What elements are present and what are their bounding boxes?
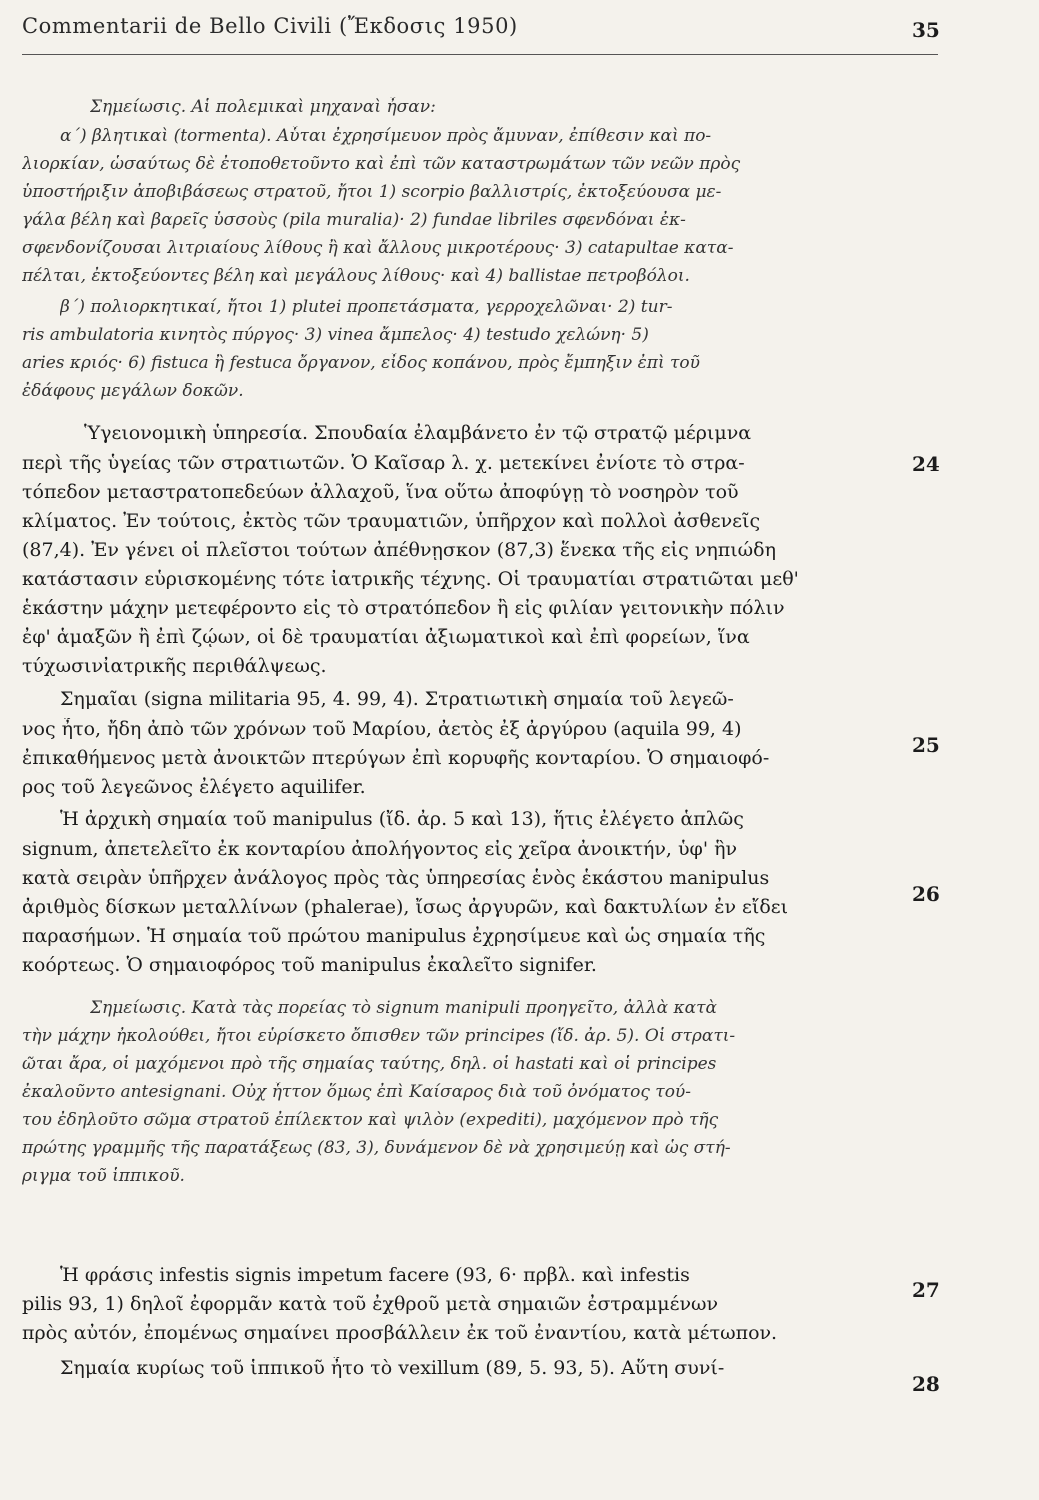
- text-line: ἐφ' ἁμαξῶν ἢ ἐπὶ ζῴων, οἱ δὲ τραυματίαι ἀξιωματικοὶ καὶ ἐπὶ φορείων, ἵνα: [22, 626, 750, 648]
- text-line: β΄) πολιορκητικαί, ἤτοι 1) plutei προπετάσματα, γερροχελῶναι· 2) tur-: [60, 297, 673, 317]
- margin-number: 27: [912, 1278, 940, 1302]
- text-line: Ἡ ἀρχικὴ σημαία τοῦ manipulus (ἴδ. ἀρ. 5 καὶ 13), ἥτις ἐλέγετο ἁπλῶς: [60, 808, 744, 830]
- text-line: ἑκάστην μάχην μετεφέροντο εἰς τὸ στρατόπεδον ἢ εἰς φιλίαν γειτονικὴν πόλιν: [22, 597, 785, 619]
- text-line: ἐπικαθήμενος μετὰ ἀνοικτῶν πτερύγων ἐπὶ κορυφῆς κονταρίου. Ὁ σημαιοφό-: [22, 747, 770, 769]
- text-line: Σημαία κυρίως τοῦ ἱππικοῦ ἦτο τὸ vexillum (89, 5. 93, 5). Αὕτη συνί-: [60, 1357, 725, 1379]
- text-line: pilis 93, 1) δηλοῖ ἐφορμᾶν κατὰ τοῦ ἐχθροῦ μετὰ σημαιῶν ἐστραμμένων: [22, 1293, 719, 1315]
- text-line: signum, ἀπετελεῖτο ἐκ κονταρίου ἀπολήγοντος εἰς χεῖρα ἀνοικτήν, ὑφ' ἣν: [22, 838, 738, 860]
- text-line: ῶται ἄρα, οἱ μαχόμενοι πρὸ τῆς σημαίας ταύτης, δηλ. οἱ hastati καὶ οἱ principes: [22, 1054, 717, 1074]
- text-line: παρασήμων. Ἡ σημαία τοῦ πρώτου manipulus ἐχρησίμευε καὶ ὡς σημαία τῆς: [22, 925, 766, 947]
- text-line: σφενδονίζουσαι λιτριαίους λίθους ἢ καὶ ἄλλους μικροτέρους· 3) catapultae κατα-: [22, 238, 734, 258]
- header-rule: [22, 54, 938, 55]
- text-line: πρώτης γραμμῆς τῆς παρατάξεως (83, 3), δυνάμενον δὲ νὰ χρησιμεύῃ καὶ ὡς στή-: [22, 1138, 731, 1158]
- text-line: α΄) βλητικαὶ (tormenta). Αὗται ἐχρησίμευον πρὸς ἄμυναν, ἐπίθεσιν καὶ πο-: [60, 126, 712, 146]
- text-line: ἐδάφους μεγάλων δοκῶν.: [22, 381, 244, 401]
- text-line: ἀριθμὸς δίσκων μεταλλίνων (phalerae), ἴσως ἀργυρῶν, καὶ δακτυλίων ἐν εἴδει: [22, 896, 789, 918]
- text-line: περὶ τῆς ὑγείας τῶν στρατιωτῶν. Ὁ Καῖσαρ λ. χ. μετεκίνει ἐνίοτε τὸ στρα-: [22, 452, 745, 474]
- margin-number: 28: [912, 1372, 940, 1396]
- text-line: κοόρτεως. Ὁ σημαιοφόρος τοῦ manipulus ἐκαλεῖτο signifer.: [22, 954, 597, 976]
- margin-number: 25: [912, 733, 940, 757]
- text-line: ρος τοῦ λεγεῶνος ἐλέγετο aquilifer.: [22, 776, 366, 798]
- text-line: ριγμα τοῦ ἱππικοῦ.: [22, 1166, 185, 1186]
- text-line: ἐκαλοῦντο antesignani. Οὐχ ἧττον ὅμως ἐπὶ Καίσαρος διὰ τοῦ ὀνόματος τού-: [22, 1082, 692, 1102]
- text-line: Σημείωσις. Κατὰ τὰς πορείας τὸ signum manipuli προηγεῖτο, ἀλλὰ κατὰ: [90, 998, 718, 1018]
- margin-number: 24: [912, 452, 940, 476]
- page-number: 35: [912, 18, 940, 42]
- text-line: κατὰ σειρὰν ὑπῆρχεν ἀνάλογος πρὸς τὰς ὑπηρεσίας ἑνὸς ἑκάστου manipulus: [22, 867, 770, 889]
- text-line: ὑποστήριξιν ἀποβιβάσεως στρατοῦ, ἤτοι 1) scorpio βαλλιστρίς, ἐκτοξεύουσα με-: [22, 182, 722, 202]
- text-line: Ὑγειονομικὴ ὑπηρεσία. Σπουδαία ἐλαμβάνετο ἐν τῷ στρατῷ μέριμνα: [84, 422, 752, 444]
- text-line: του ἐδηλοῦτο σῶμα στρατοῦ ἐπίλεκτον καὶ ψιλὸν (expediti), μαχόμενον πρὸ τῆς: [22, 1110, 719, 1130]
- text-line: τύχωσινἰατρικῆς περιθάλψεως.: [22, 655, 327, 677]
- text-line: πέλται, ἐκτοξεύοντες βέλη καὶ μεγάλους λίθους· καὶ 4) ballistae πετροβόλοι.: [22, 266, 690, 286]
- running-title: Commentarii de Bello Civili (Ἔκδοσις 1950): [22, 14, 518, 38]
- text-line: Σημαῖαι (signa militaria 95, 4. 99, 4). Στρατιωτικὴ σημαία τοῦ λεγεῶ-: [60, 688, 734, 710]
- text-line: κλίματος. Ἐν τούτοις, ἐκτὸς τῶν τραυματιῶν, ὑπῆρχον καὶ πολλοὶ ἀσθενεῖς: [22, 510, 761, 532]
- text-line: Σημείωσις. Αἱ πολεμικαὶ μηχαναὶ ἦσαν:: [90, 97, 436, 117]
- margin-number: 26: [912, 882, 940, 906]
- text-line: (87,4). Ἐν γένει οἱ πλεῖστοι τούτων ἀπέθνῃσκον (87,3) ἕνεκα τῆς εἰς νηπιώδη: [22, 539, 776, 561]
- text-line: Ἡ φράσις infestis signis impetum facere (93, 6· πρβλ. καὶ infestis: [60, 1264, 690, 1286]
- text-line: λιορκίαν, ὡσαύτως δὲ ἐτοποθετοῦντο καὶ ἐπὶ τῶν καταστρωμάτων τῶν νεῶν πρὸς: [22, 154, 741, 174]
- text-line: ris ambulatoria κινητὸς πύργος· 3) vinea ἄμπελος· 4) testudo χελώνη· 5): [22, 325, 649, 345]
- text-line: κατάστασιν εὑρισκομένης τότε ἰατρικῆς τέχνης. Οἱ τραυματίαι στρατιῶται μεθ': [22, 568, 799, 590]
- text-line: aries κριός· 6) fistuca ἢ festuca ὄργανον, εἶδος κοπάνου, πρὸς ἔμπηξιν ἐπὶ τοῦ: [22, 353, 700, 373]
- text-line: τὴν μάχην ἠκολούθει, ἤτοι εὑρίσκετο ὄπισθεν τῶν principes (ἴδ. ἀρ. 5). Οἱ στρατι-: [22, 1026, 736, 1046]
- text-line: νος ἦτο, ἤδη ἀπὸ τῶν χρόνων τοῦ Μαρίου, ἀετὸς ἐξ ἀργύρου (aquila 99, 4): [22, 718, 742, 740]
- text-line: πρὸς αὐτόν, ἐπομένως σημαίνει προσβάλλειν ἐκ τοῦ ἐναντίου, κατὰ μέτωπον.: [22, 1322, 778, 1344]
- text-line: γάλα βέλη καὶ βαρεῖς ὑσσοὺς (pila muralia)· 2) fundae libriles σφενδόναι ἐκ-: [22, 210, 686, 230]
- text-line: τόπεδον μεταστρατοπεδεύων ἀλλαχοῦ, ἵνα οὕτω ἀποφύγῃ τὸ νοσηρὸν τοῦ: [22, 481, 739, 503]
